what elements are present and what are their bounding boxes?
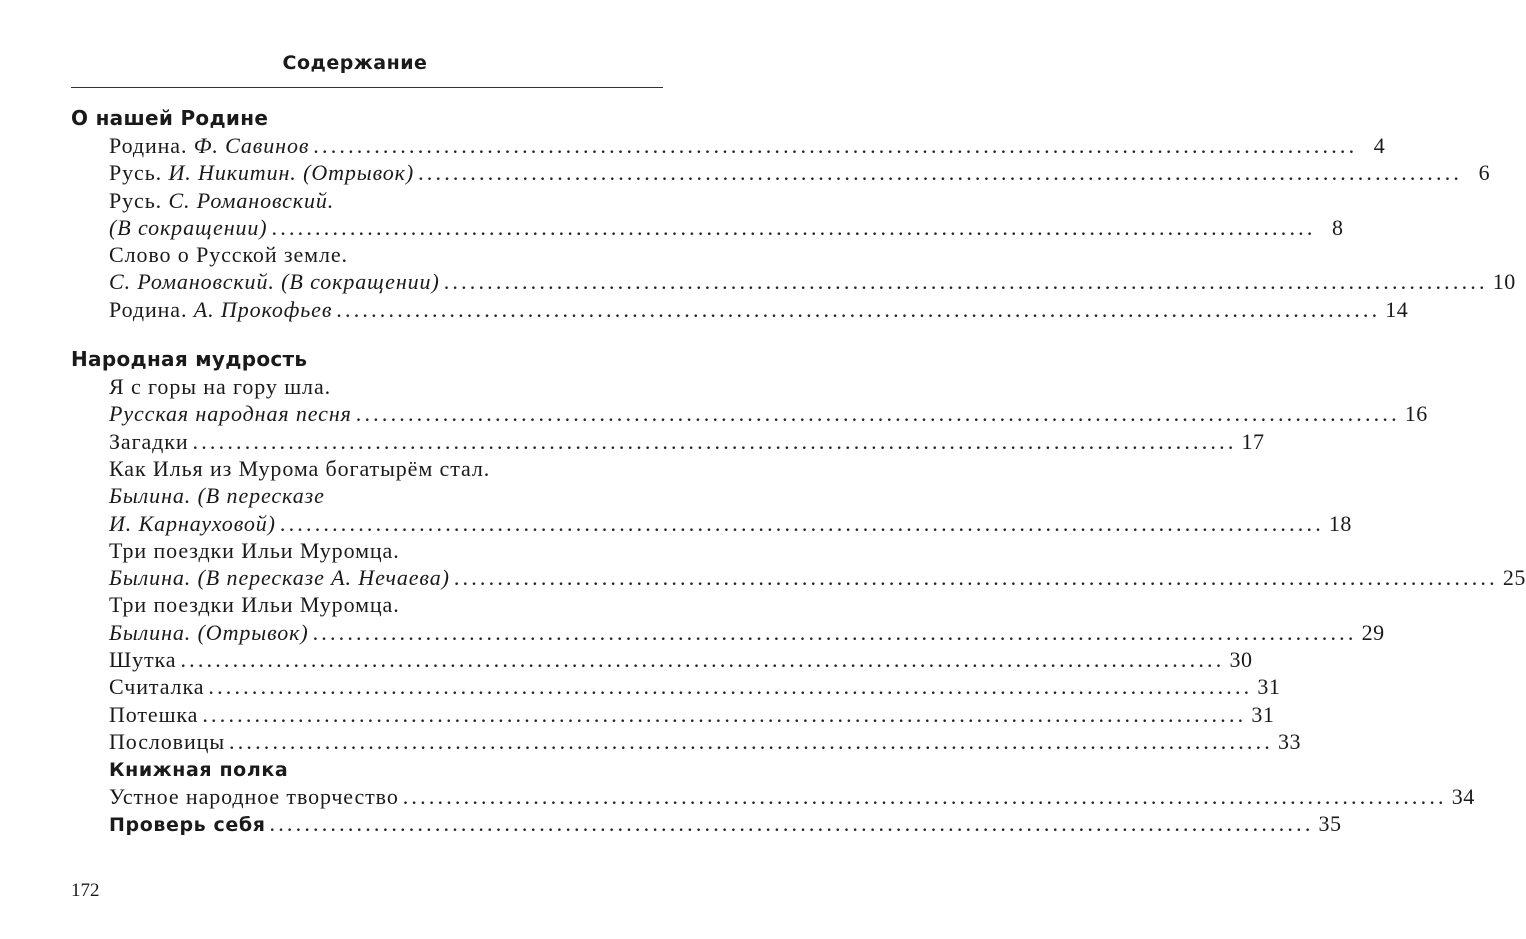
entry-page-number: 6 xyxy=(1478,160,1491,186)
dot-leader: ........................................................................................................................ xyxy=(229,728,1273,754)
entry-text xyxy=(109,214,268,241)
toc-entry xyxy=(71,510,1352,537)
entry-page-number: 14 xyxy=(1385,296,1409,322)
entry-text xyxy=(109,187,334,214)
section-gap xyxy=(71,323,663,345)
dot-leader: ........................................................................................................................ xyxy=(336,296,1381,322)
entry-page-number: 16 xyxy=(1404,401,1428,427)
entry-page-number: 29 xyxy=(1361,619,1385,645)
toc-entry xyxy=(71,482,663,509)
entry-title: Три поездки Ильи Муромца. xyxy=(109,592,400,618)
entry-text xyxy=(109,373,331,400)
toc-entry xyxy=(71,783,1475,810)
entry-text xyxy=(109,159,414,186)
toc-entry xyxy=(71,728,1301,755)
entry-text xyxy=(109,591,400,618)
toc-entry xyxy=(71,701,1275,728)
entry-text xyxy=(109,268,440,295)
toc-entry xyxy=(71,373,663,400)
entry-text xyxy=(109,755,288,784)
entry-text xyxy=(109,428,189,455)
dot-leader: ........................................................................................................................ xyxy=(443,269,1488,295)
entry-title: Книжная полка xyxy=(109,759,289,782)
entry-text xyxy=(109,510,276,537)
dot-leader: ........................................................................................................................ xyxy=(355,401,1400,427)
section-title: О нашей Родине xyxy=(71,106,269,130)
toc-entry xyxy=(71,296,1409,323)
entry-text xyxy=(109,646,176,673)
dot-leader: ........................................................................................................................ xyxy=(402,783,1447,809)
entry-author: И. Никитин. (Отрывок) xyxy=(168,160,415,186)
entry-title: Шутка xyxy=(109,647,177,673)
entry-text xyxy=(109,400,352,427)
entry-title: Загадки xyxy=(109,428,189,454)
entry-author: А. Прокофьев xyxy=(193,296,333,322)
entry-page-number: 17 xyxy=(1241,428,1265,454)
toc-entry xyxy=(71,564,1526,591)
entry-text xyxy=(109,783,399,810)
dot-leader: ........................................................................................................................ xyxy=(208,674,1253,700)
dot-leader: ........................................................................................................................ xyxy=(312,619,1357,645)
toc-entry xyxy=(71,455,663,482)
toc-entry xyxy=(71,428,1265,455)
entry-title: Пословицы xyxy=(109,728,225,754)
toc-entry xyxy=(71,214,1344,241)
entry-page-number: 33 xyxy=(1278,728,1301,754)
entry-author: (В сокращении) xyxy=(109,214,268,240)
section-title: Народная мудрость xyxy=(71,347,308,372)
entry-title: Я с горы на гору шла. xyxy=(109,374,332,400)
header-rule xyxy=(71,87,663,88)
entry-author: И. Карнауховой) xyxy=(109,510,276,536)
dot-leader: ........................................................................................................................ xyxy=(180,647,1225,673)
toc-entry xyxy=(71,241,663,268)
toc-entry xyxy=(71,755,663,782)
dot-leader: ........................................................................................................................ xyxy=(192,428,1237,454)
entry-text xyxy=(109,673,204,700)
header-title: Содержание xyxy=(282,52,428,74)
toc-entry xyxy=(71,132,1386,159)
entry-title: Родина. xyxy=(109,296,194,322)
toc-entry xyxy=(71,268,1516,295)
toc-entry xyxy=(71,591,663,618)
entry-text xyxy=(109,132,309,159)
dot-leader: ........................................................................................................................ xyxy=(269,810,1314,836)
entry-text xyxy=(109,537,400,564)
entry-author: Былина. (Отрывок) xyxy=(109,619,309,645)
entry-author: С. Романовский. (В сокращении) xyxy=(109,269,440,295)
entry-page-number: 31 xyxy=(1251,701,1275,727)
toc-entry xyxy=(71,187,663,214)
toc-entry xyxy=(71,400,1428,427)
toc-entry xyxy=(71,537,663,564)
entry-author: Былина. (В пересказе А. Нечаева) xyxy=(109,565,450,591)
entry-author: Ф. Савинов xyxy=(193,133,310,158)
entry-title: Родина. xyxy=(109,133,194,158)
entry-text xyxy=(109,701,198,728)
entry-text xyxy=(109,564,450,591)
entry-text xyxy=(109,619,309,646)
dot-leader: ........................................................................................................................ xyxy=(271,214,1316,240)
entry-text xyxy=(109,728,225,755)
entry-page-number: 25 xyxy=(1502,565,1526,591)
toc-entry xyxy=(71,810,1342,837)
entry-page-number: 8 xyxy=(1332,214,1344,240)
entry-title: Русь. xyxy=(109,187,169,213)
entry-page-number: 31 xyxy=(1257,674,1281,700)
entry-page-number: 18 xyxy=(1328,510,1352,536)
page-header xyxy=(0,52,700,74)
entry-page-number: 30 xyxy=(1229,647,1253,673)
dot-leader: ........................................................................................................................ xyxy=(418,160,1463,186)
dot-leader: ........................................................................................................................ xyxy=(313,133,1358,158)
entry-text xyxy=(109,810,266,839)
dot-leader: ........................................................................................................................ xyxy=(202,701,1247,727)
page-number: 172 xyxy=(71,880,100,901)
entry-title: Проверь себя xyxy=(109,813,266,836)
toc-entry xyxy=(71,159,1491,186)
entry-title: Как Илья из Мурома богатырём стал. xyxy=(109,455,491,481)
entry-page-number: 34 xyxy=(1451,783,1475,809)
entry-title: Потешка xyxy=(109,701,199,727)
entry-page-number: 10 xyxy=(1492,269,1516,295)
entry-title: Считалка xyxy=(109,674,205,700)
entry-author: Былина. (В пересказе xyxy=(109,483,325,509)
dot-leader: ........................................................................................................................ xyxy=(453,565,1498,591)
toc-entry xyxy=(71,673,1281,700)
entry-title: Русь. xyxy=(109,160,169,186)
entry-title: Три поездки Ильи Муромца. xyxy=(109,537,400,563)
entry-text xyxy=(109,296,332,323)
entry-text xyxy=(109,455,490,482)
entry-title: Устное народное творчество xyxy=(109,783,399,809)
entry-text xyxy=(109,241,348,268)
dot-leader: ........................................................................................................................ xyxy=(279,510,1324,536)
entry-title: Слово о Русской земле. xyxy=(109,242,348,268)
toc-entry xyxy=(71,646,1253,673)
toc-entry xyxy=(71,619,1385,646)
entry-author: Русская народная песня xyxy=(109,401,352,427)
entry-author: С. Романовский. xyxy=(168,187,335,213)
entry-page-number: 35 xyxy=(1318,810,1342,836)
table-of-contents xyxy=(71,104,1526,837)
entry-page-number: 4 xyxy=(1373,133,1386,158)
entry-text xyxy=(109,482,325,509)
